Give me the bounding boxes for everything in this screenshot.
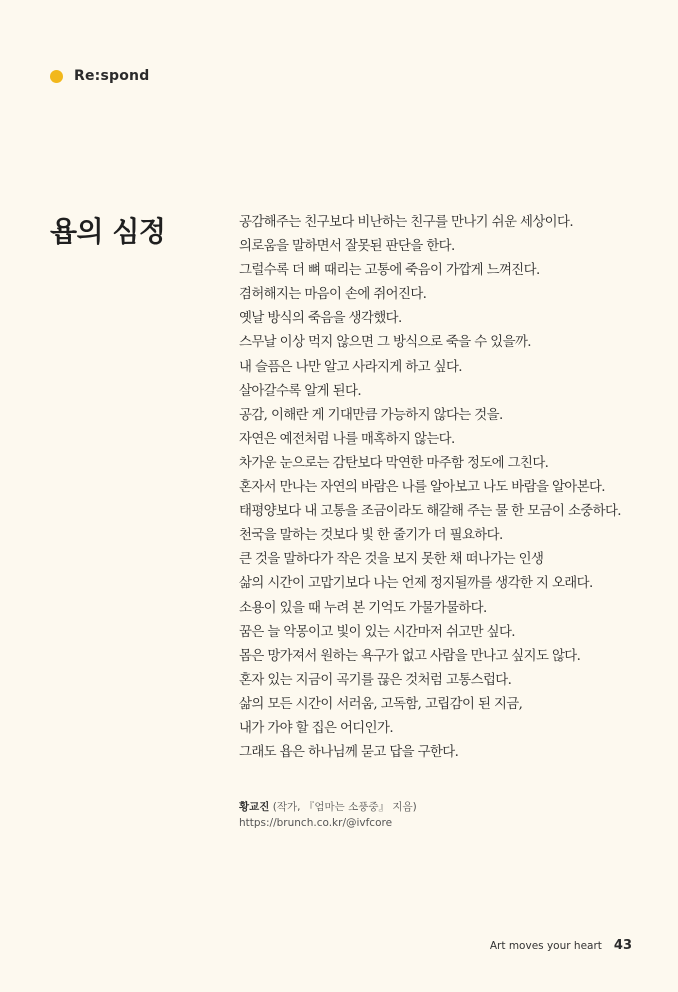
section-label: Re:spond <box>74 68 150 84</box>
poem-line: 옛날 방식의 죽음을 생각했다. <box>239 311 402 327</box>
section-dot-icon <box>50 70 63 83</box>
poem-body <box>239 211 659 765</box>
page-footer <box>490 938 632 953</box>
poem-line: 소용이 있을 때 누려 본 기억도 가물가물하다. <box>239 600 487 616</box>
author-credit <box>239 799 417 831</box>
section-tag <box>50 68 149 84</box>
poem-line: 자연은 예전처럼 나를 매혹하지 않는다. <box>239 431 455 447</box>
poem-line: 살아갈수록 알게 된다. <box>239 383 361 399</box>
poem-line: 그럴수록 더 뼈 때리는 고통에 죽음이 가깝게 느껴진다. <box>239 263 540 279</box>
poem-line: 공감해주는 친구보다 비난하는 친구를 만나기 쉬운 세상이다. <box>239 215 573 230</box>
poem-line: 내가 가야 할 집은 어디인가. <box>239 720 393 736</box>
poem-line: 혼자 있는 지금이 곡기를 끊은 것처럼 고통스럽다. <box>239 672 512 688</box>
poem-line: 큰 것을 말하다가 작은 것을 보지 못한 채 떠나가는 인생 <box>239 552 544 568</box>
poem-line: 내 슬픔은 나만 알고 사라지게 하고 싶다. <box>239 359 462 375</box>
poem-line: 삶의 모든 시간이 서러움, 고독함, 고립감이 된 지금, <box>239 696 523 712</box>
poem-line: 차가운 눈으로는 감탄보다 막연한 마주함 정도에 그친다. <box>239 455 549 471</box>
author-note: (작가, 『엄마는 소풍중』 지음) <box>272 801 417 813</box>
poem-line: 몸은 망가져서 원하는 욕구가 없고 사람을 만나고 싶지도 않다. <box>239 648 581 664</box>
poem-line: 천국을 말하는 것보다 빛 한 줄기가 더 필요하다. <box>239 528 503 544</box>
poem-line: 공감, 이해란 게 기대만큼 가능하지 않다는 것을. <box>239 407 503 423</box>
poem-line: 삶의 시간이 고맙기보다 나는 언제 정지될까를 생각한 지 오래다. <box>239 576 593 592</box>
author-url[interactable]: https://brunch.co.kr/@ivfcore <box>239 817 393 829</box>
poem-line: 겸허해지는 마음이 손에 쥐어진다. <box>239 287 427 303</box>
article-title: 욥의 심정 <box>50 215 166 248</box>
poem-line: 의로움을 말하면서 잘못된 판단을 한다. <box>239 239 455 255</box>
author-name: 황교진 <box>239 801 270 813</box>
poem-line: 태평양보다 내 고통을 조금이라도 해갈해 주는 물 한 모금이 소중하다. <box>239 504 621 520</box>
poem-line: 혼자서 만나는 자연의 바람은 나를 알아보고 나도 바람을 알아본다. <box>239 480 605 496</box>
poem-line: 스무날 이상 먹지 않으면 그 방식으로 죽을 수 있을까. <box>239 335 531 351</box>
poem-line: 그래도 욥은 하나님께 묻고 답을 구한다. <box>239 745 459 761</box>
page-number: 43 <box>613 938 632 953</box>
footer-slogan: Art moves your heart <box>489 940 602 952</box>
poem-line: 꿈은 늘 악몽이고 빛이 있는 시간마저 쉬고만 싶다. <box>239 624 515 640</box>
